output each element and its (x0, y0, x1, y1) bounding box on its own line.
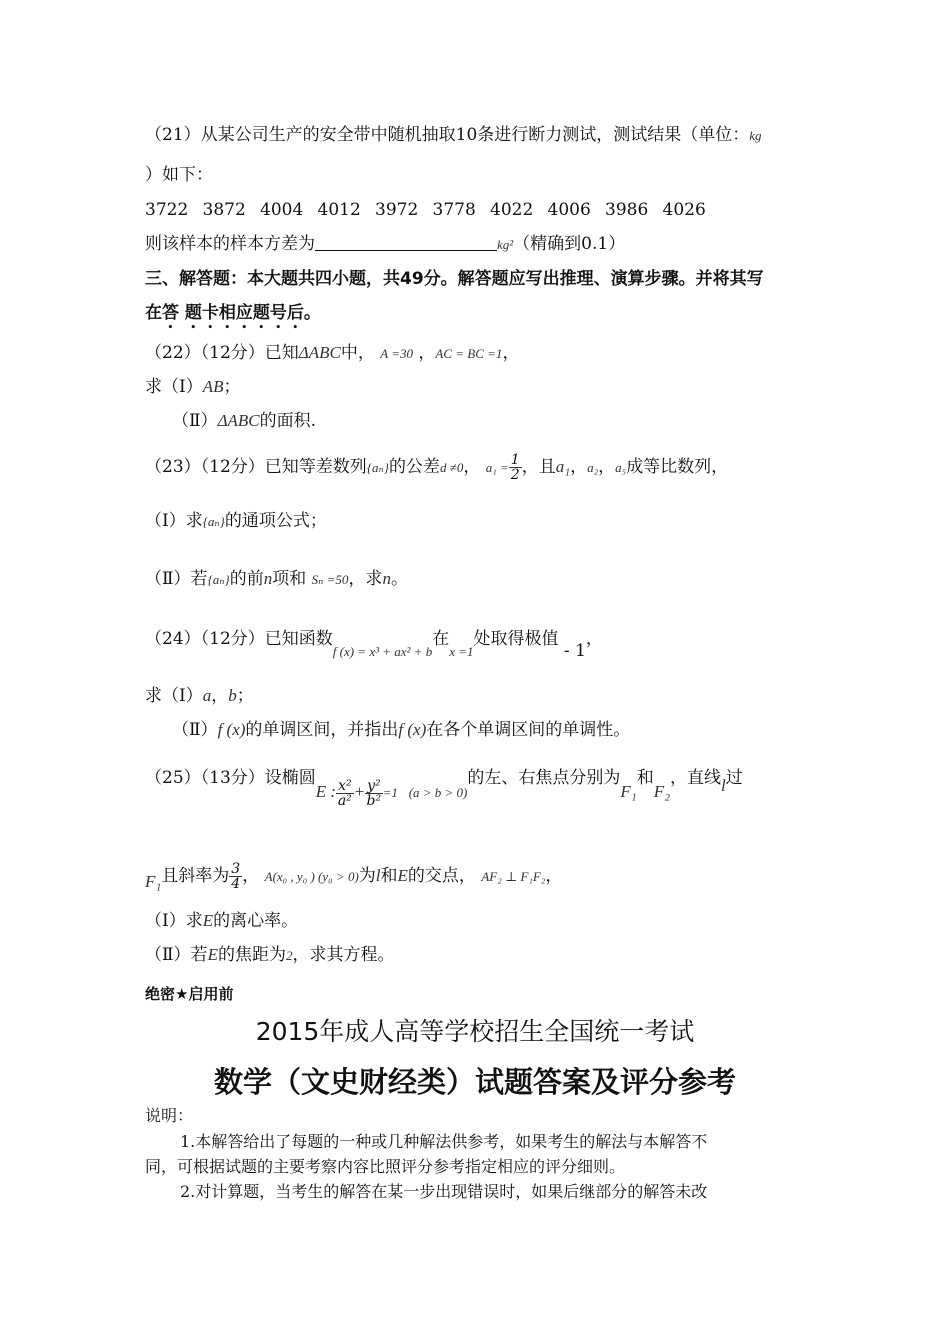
data-value: 4026 (662, 200, 706, 220)
data-value: 4022 (490, 200, 534, 220)
fraction: $\frac{1}{2}$ (510, 452, 520, 483)
q24-part2: （Ⅱ）f (x)的单调区间，并指出f (x)在各个单调区间的单调性。 (172, 720, 631, 740)
doc-title: 2015年成人高等学校招生全国统一考试 (255, 1017, 695, 1046)
data-value: 3972 (375, 200, 419, 220)
q22-stem: （22）（12分）已知ΔABC中， A =30 ，AC = BC =1， (145, 343, 520, 363)
q25-stem: （25）（13分）设椭圆E : $\frac{\text{x²}}{\text{a²}}$ + $\frac{\text{y²}}{\text{b²}}$ $_{=1}$ $_{(a > b > 0)}$的左、右焦点分别为F₁和F₂，直线l过 (145, 768, 743, 809)
data-value: 3872 (202, 200, 246, 220)
fraction: $\frac{\text{x²}}{\text{a²}}$ (337, 778, 352, 809)
q24-stem: （24）（12分）已知函数$_{f (x) = x^3 + ax^2 + b}$在$_{x =1}$处取得极值 - 1， (145, 629, 603, 661)
secret-label: 绝密★启用前 (145, 985, 234, 1003)
q21-data-row (145, 199, 720, 221)
q21-line3: 则该样本的样本方差为 kg²（精确到0.1） (145, 234, 626, 254)
data-value: 4006 (547, 200, 591, 220)
explain-item2: 2.对计算题，当考生的解答在某一步出现错误时，如果后继部分的解答未改 (180, 1182, 708, 1201)
answer-blank[interactable] (315, 234, 497, 251)
q21-line1: （21）从某公司生产的安全带中随机抽取10条进行断力测试，测试结果（单位：kg (145, 125, 762, 145)
q23-part1: （Ⅰ）求{aₙ}的通项公式； (145, 511, 327, 531)
q24-part1: 求（Ⅰ）a，b； (145, 686, 254, 706)
fraction: $\frac{\text{y²}}{\text{b²}}$ (366, 778, 382, 809)
data-value: 3778 (432, 200, 476, 220)
explain-item1: 1.本解答给出了每题的一种或几种解法供参考，如果考生的解法与本解答不 (180, 1132, 708, 1151)
section3-heading: 三、解答题：本大题共四小题，共49分。解答题应写出推理、演算步骤。并将其写 (145, 269, 764, 289)
fraction: $\frac{3}{4}$ (231, 861, 241, 892)
section3-heading-line2: 在答 题卡相应题号后。 (145, 303, 321, 323)
q22-part2: （Ⅱ）ΔABC的面积. (172, 411, 317, 431)
data-value: 4004 (260, 200, 304, 220)
q25-stem-line2: F₁且斜率为 $\frac{3}{4}$ ， A(x₀ , y₀ ) (y₀ > 0)为l和E的交点， AF₂ ⊥ F₁F₂， (145, 861, 563, 892)
q25-part2: （Ⅱ）若E的焦距为2，求其方程。 (145, 945, 395, 965)
explain-label: 说明： (145, 1106, 194, 1125)
data-value: 3722 (145, 200, 189, 220)
data-value: 4012 (317, 200, 361, 220)
q25-part1: （Ⅰ）求E的离心率。 (145, 911, 299, 931)
q22-part1: 求（Ⅰ）AB； (145, 377, 241, 397)
q23-stem: （23）（12分）已知等差数列{aₙ}的公差d ≠0， a₁ = $\frac{1}{2}$ ，且a₁，a₂，a₅成等比数列， (145, 452, 729, 483)
q23-part2: （Ⅱ）若{aₙ}的前n项和 Sₙ =50，求n。 (145, 569, 408, 589)
q21-line2: ）如下： (145, 165, 213, 185)
explain-item1-cont: 同，可根据试题的主要考察内容比照评分参考指定相应的评分细则。 (145, 1157, 626, 1176)
data-value: 3986 (605, 200, 649, 220)
doc-subtitle: 数学（文史财经类）试题答案及评分参考 (213, 1065, 736, 1099)
